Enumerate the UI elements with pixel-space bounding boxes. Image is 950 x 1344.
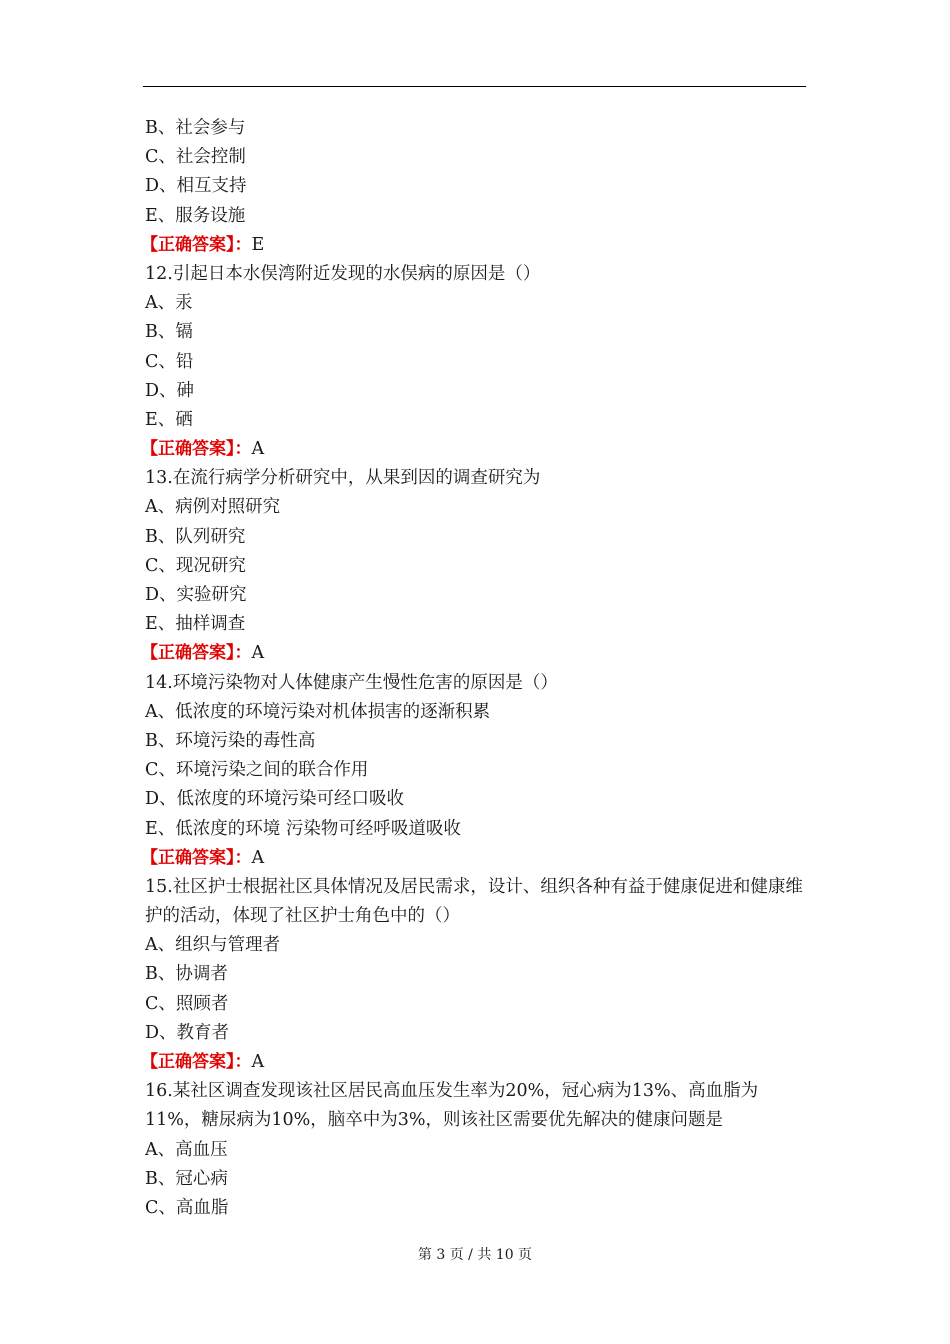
answer-option: C、环境污染之间的联合作用 <box>145 760 369 781</box>
answer-option: A、组织与管理者 <box>145 935 281 956</box>
answer-option: A、病例对照研究 <box>145 497 281 518</box>
answer-option: B、队列研究 <box>145 526 246 547</box>
header-rule <box>143 86 806 87</box>
answer-value: A <box>251 439 265 460</box>
correct-answer <box>141 844 810 873</box>
correct-answer <box>141 639 810 668</box>
answer-option: D、砷 <box>145 380 195 401</box>
question-stem: 15.社区护士根据社区具体情况及居民需求，设计、组织各种有益于健康促进和健康维护的活动，体现了社区护士角色中的（） <box>145 876 803 927</box>
exam-content <box>141 114 810 1223</box>
answer-option: B、协调者 <box>145 964 228 985</box>
correct-answer <box>141 231 810 260</box>
answer-option: D、低浓度的环境污染可经口吸收 <box>145 789 405 810</box>
correct-answer <box>141 435 810 464</box>
answer-option: C、高血脂 <box>145 1198 229 1218</box>
answer-option: E、服务设施 <box>145 205 246 226</box>
answer-option: E、低浓度的环境 污染物可经呼吸道吸收 <box>145 818 461 839</box>
answer-label: 【正确答案】： <box>141 439 252 460</box>
page-footer: 第 3 页 / 共 10 页 <box>417 1247 533 1263</box>
answer-option: E、抽样调查 <box>145 614 246 635</box>
question-stem: 12.引起日本水俣湾附近发现的水俣病的原因是（） <box>145 263 541 284</box>
answer-option: B、冠心病 <box>145 1168 228 1189</box>
answer-option: A、汞 <box>145 293 193 314</box>
answer-option: D、实验研究 <box>145 585 247 605</box>
answer-option: B、环境污染的毒性高 <box>145 730 316 751</box>
answer-option: B、镉 <box>145 322 193 343</box>
answer-option: A、低浓度的环境污染对机体损害的逐渐积累 <box>145 701 491 722</box>
answer-option: D、教育者 <box>145 1022 230 1043</box>
answer-label: 【正确答案】： <box>141 847 252 868</box>
question-stem: 16.某社区调查发现该社区居民高血压发生率为20%，冠心病为13%、高血脂为11%，糖尿病为10%，脑卒中为3%，则该社区需要优先解决的健康问题是 <box>145 1081 759 1131</box>
correct-answer <box>141 1048 810 1077</box>
answer-option: C、铅 <box>145 351 194 372</box>
answer-option: D、相互支持 <box>145 176 247 197</box>
answer-label: 【正确答案】： <box>141 643 252 664</box>
question-stem: 13.在流行病学分析研究中，从果到因的调查研究为 <box>145 468 541 489</box>
answer-value: A <box>251 643 265 664</box>
answer-value: E <box>251 234 265 255</box>
answer-value: A <box>251 847 265 868</box>
question-stem: 14.环境污染物对人体健康产生慢性危害的原因是（） <box>145 672 558 693</box>
answer-option: C、社会控制 <box>145 147 246 168</box>
answer-option: C、现况研究 <box>145 555 246 576</box>
answer-option: E、硒 <box>145 409 193 430</box>
answer-label: 【正确答案】： <box>141 234 252 255</box>
answer-label: 【正确答案】： <box>141 1052 252 1073</box>
answer-option: A、高血压 <box>145 1139 228 1160</box>
answer-value: A <box>251 1052 265 1073</box>
answer-option: B、社会参与 <box>145 118 246 138</box>
answer-option: C、照顾者 <box>145 993 229 1014</box>
